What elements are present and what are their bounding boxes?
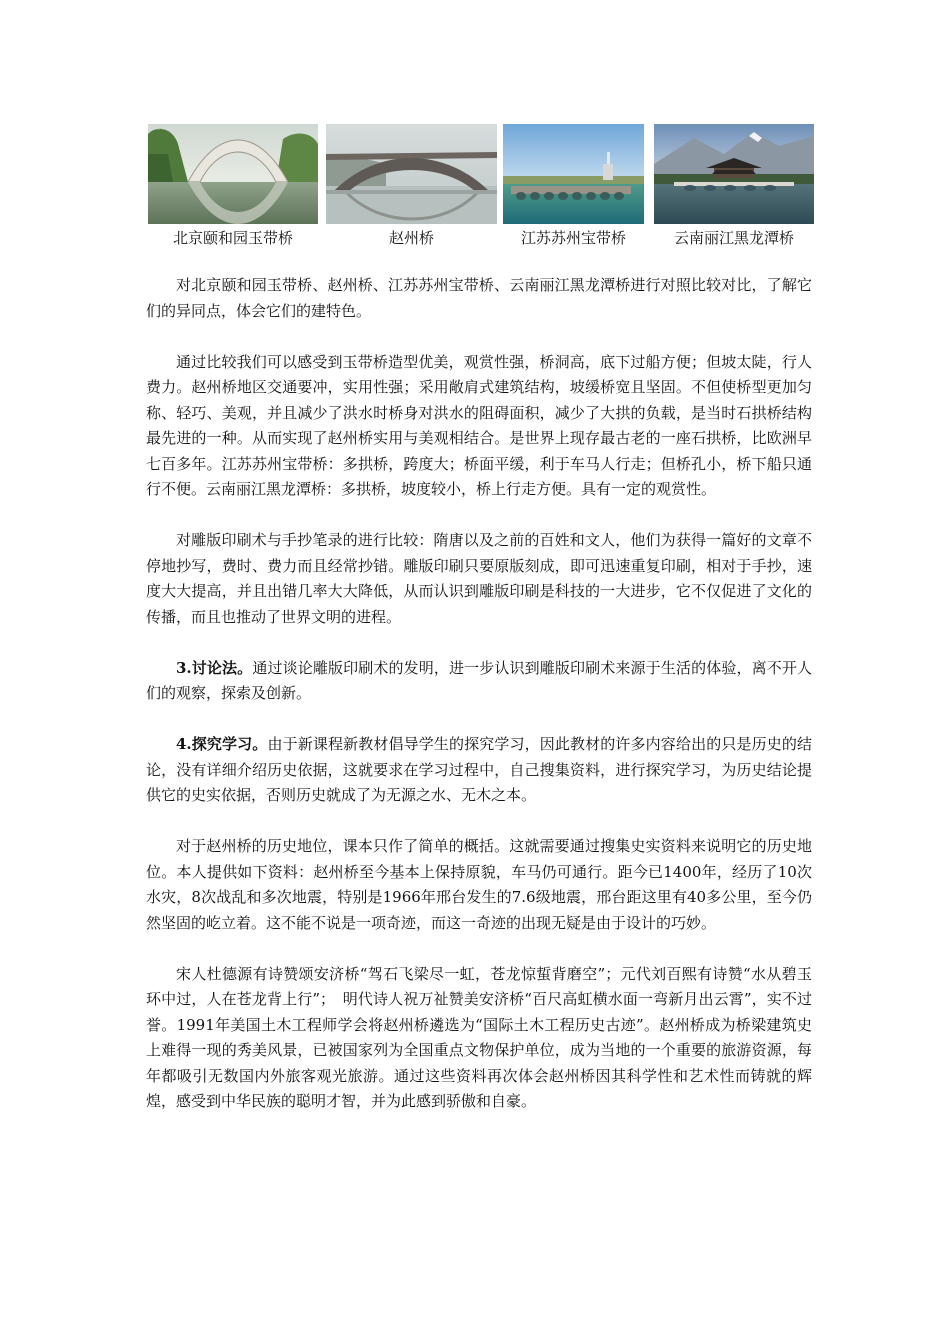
jade-belt-bridge-photo [148,124,318,224]
heading-discussion-method: 3.讨论法。 [176,658,253,677]
discussion-method-body: 通过谈论雕版印刷术的发明，进一步认识到雕版印刷术来源于生活的体验，离不开人们的观察，探索及创新。 [146,658,812,702]
zhaozhou-bridge-photo [326,124,497,224]
body-text [146,273,812,1140]
paragraph-historical-status: 对于赵州桥的历史地位，课本只作了简单的概括。这就需要通过搜集史实资料来说明它的历史地位。本人提供如下资料：赵州桥至今基本上保持原貌，车马仍可通行。距今已1400年，经历了10次水灾，8次战乱和多次地震，特别是1966年邢台发生的7.6级地震，邢台距这里有40多公里，至今仍然坚固的屹立着。这不能不说是一项奇迹，而这一奇迹的出现无疑是由于设计的巧妙。 [146,837,812,932]
paragraph-comparison-intro: 对北京颐和园玉带桥、赵州桥、江苏苏州宝带桥、云南丽江黑龙潭桥进行对照比较对比，了解它们的异同点，体会它们的建特色。 [146,276,812,320]
bridge-photo-row [146,124,814,250]
paragraph-poems-and-honors: 宋人杜德源有诗赞颂安济桥“驾石飞梁尽一虹，苍龙惊蜇背磨空”；元代刘百熙有诗赞“水从碧玉环中过，人在苍龙背上行”； 明代诗人祝万祉赞美安济桥“百尺高虹横水面一弯新月出云霄”，实不过誉。1991年美国土木工程师学会将赵州桥遴选为“国际土木工程历史古迹”。赵州桥成为桥梁建筑史上难得一现的秀美风景，已被国家列为全国重点文物保护单位，成为当地的一个重要的旅游资源，每年都吸引无数国内外旅客观光旅游。通过这些资料再次体会赵州桥因其科学性和艺术性而铸就的辉煌，感受到中华民族的聪明才智，并为此感到骄傲和自豪。 [146,964,812,1110]
paragraph-discussion-method [146,656,812,707]
inquiry-learning-body: 由于新课程新教材倡导学生的探究学习，因此教材的许多内容给出的只是历史的结论，没有详细介绍历史依据，这就要求在学习过程中，自己搜集资料，进行探究学习，为历史结论提供它的史实依据，否则历史就成了为无源之水、无木之本。 [146,735,812,804]
paragraph-printing-comparison: 对雕版印刷术与手抄笔录的进行比较：隋唐以及之前的百姓和文人，他们为获得一篇好的文章不停地抄写，费时、费力而且经常抄错。雕版印刷只要原版刻成，即可迅速重复印刷，相对于手抄，速度大大提高，并且出错几率大大降低，从而认识到雕版印刷是科技的一大进步，它不仅促进了文化的传播，而且也推动了世界文明的进程。 [146,531,812,626]
paragraph-bridge-comparison: 通过比较我们可以感受到玉带桥造型优美，观赏性强，桥洞高，底下过船方便；但坡太陡，行人费力。赵州桥地区交通要冲，实用性强；采用敞肩式建筑结构，坡缓桥宽且坚固。不但使桥型更加匀称、轻巧、美观，并且减少了洪水时桥身对洪水的阻碍面积，减少了大拱的负载，是当时石拱桥结构最先进的一种。从而实现了赵州桥实用与美观相结合。是世界上现存最古老的一座石拱桥，比欧洲早七百多年。江苏苏州宝带桥：多拱桥，跨度大；桥面平缓，利于车马人行走；但桥孔小，桥下船只通行不便。云南丽江黑龙潭桥：多拱桥，坡度较小，桥上行走方便。具有一定的观赏性。 [146,352,812,498]
black-dragon-pool-bridge-photo [654,124,814,224]
baodai-bridge-photo [503,124,644,224]
caption-zhaozhou-bridge: 赵州桥 [388,229,434,247]
svg-text:· · · · · · · ·: · · · · · · · · [154,127,174,132]
paragraph-inquiry-learning [146,732,812,809]
caption-jade-belt-bridge: 北京颐和园玉带桥 [172,229,293,247]
caption-baodai-bridge: 江苏苏州宝带桥 [520,229,626,247]
heading-inquiry-learning: 4.探究学习。 [176,735,268,753]
caption-black-dragon-pool-bridge: 云南丽江黑龙潭桥 [673,229,794,247]
